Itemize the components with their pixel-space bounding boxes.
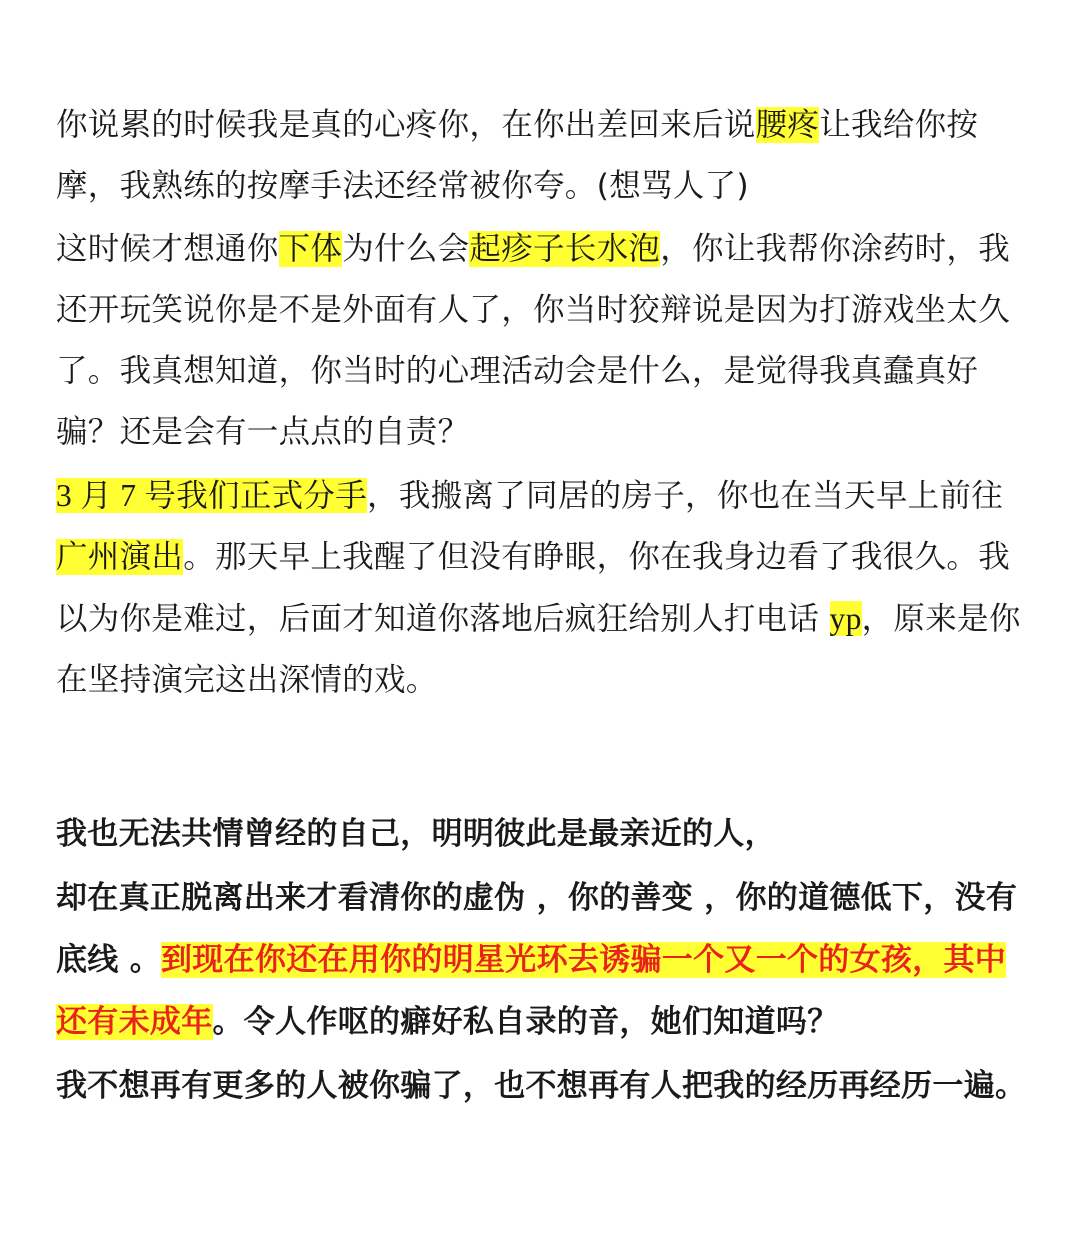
text-segment: 让我给你按摩，我熟练的按摩手法还经常被你夸。(想骂人了): [56, 107, 979, 204]
highlighted-text: 下体: [278, 231, 343, 267]
text-segment: ，你让我帮你涂药时，我还开玩笑说你是不是外面有人了，你当时狡辩说是因为打游戏坐太久了。我真想知道，你当时的心理活动会是什么，是觉得我真蠢真好骗？还是会有一点点的自责？: [56, 231, 1011, 450]
paragraph-closing: [56, 1055, 1031, 1117]
paragraph-massage: [56, 95, 1031, 217]
paragraph-breakup: [56, 465, 1031, 711]
text-segment: 。那天早上我醒了但没有睁眼，你在我身边看了我很久。我以为你是难过，后面才知道你落地后疯狂给别人打电话: [56, 539, 1011, 637]
paragraph-hypocrisy: [56, 867, 1031, 1053]
text-segment: ，我搬离了同居的房子，你也在当天早上前往: [367, 478, 1004, 514]
highlighted-text: 广州演出: [56, 539, 184, 575]
paragraph-spacer: [56, 713, 1031, 803]
text-segment: 我也无法共情曾经的自己，明明彼此是最亲近的人，: [56, 816, 776, 852]
highlighted-text: 3 月 7 号我们正式分手: [56, 478, 368, 513]
paragraph-empathy: [56, 803, 1031, 865]
text-segment: ，原来是你在坚持演完这出深情的戏。: [56, 601, 1021, 698]
text-segment: 。令人作呕的癖好私自录的音，她们知道吗？: [212, 1004, 839, 1040]
text-segment: 你说累的时候我是真的心疼你，在你出差回来后说: [56, 107, 756, 143]
highlighted-text: yp: [829, 601, 862, 636]
highlighted-text: 腰疼: [755, 107, 820, 143]
red-highlighted-text: 到现在你还在用你的明星光环去诱骗一个又一个的女孩，其中还有未成年: [56, 942, 1007, 1040]
document-body: [56, 95, 1031, 1119]
highlighted-text: 起疹子长水泡: [469, 231, 661, 267]
paragraph-realization: [56, 219, 1031, 463]
text-segment: 为什么会: [342, 231, 470, 267]
text-segment: 这时候才想通你: [56, 231, 279, 267]
text-segment: 却在真正脱离出来才看清你的虚伪 ，你的善变 ，你的道德低下，没有底线 。: [56, 880, 1018, 978]
text-segment: 我不想再有更多的人被你骗了，也不想再有人把我的经历再经历一遍。: [56, 1068, 1027, 1104]
